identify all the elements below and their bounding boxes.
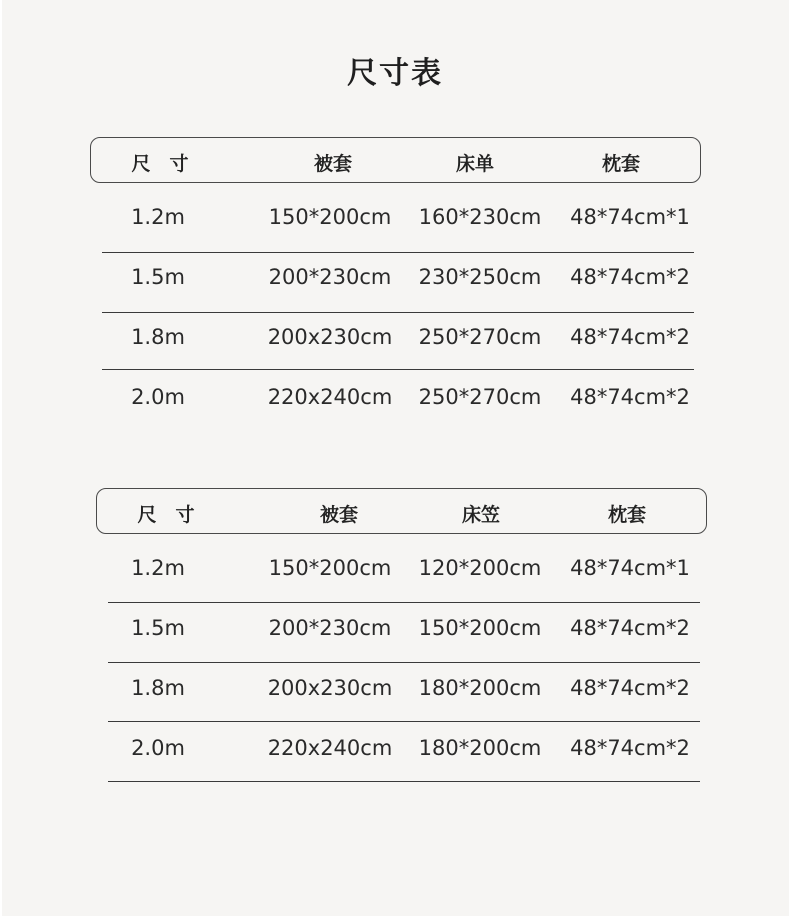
table-row [90, 602, 702, 662]
duvet-cover-cell: 200*230cm [268, 265, 392, 289]
duvet-cover-cell: 150*200cm [268, 556, 392, 580]
header-size: 尺 寸 [137, 504, 195, 526]
size-cell: 1.8m [131, 676, 185, 700]
table-row [90, 191, 702, 251]
fitted-sheet-cell: 150*200cm [418, 616, 542, 640]
duvet-cover-cell: 200*230cm [268, 616, 392, 640]
fitted-sheet-cell: 180*200cm [418, 676, 542, 700]
header-duvet-cover: 被套 [319, 504, 358, 526]
pillowcase-cell: 48*74cm*2 [570, 325, 690, 349]
pillowcase-cell: 48*74cm*2 [570, 265, 690, 289]
header-duvet-cover: 被套 [313, 153, 352, 175]
bed-sheet-cell: 250*270cm [418, 325, 542, 349]
pillowcase-cell: 48*74cm*2 [570, 676, 690, 700]
page-title: 尺寸表 [347, 56, 443, 91]
pillowcase-cell: 48*74cm*2 [570, 736, 690, 760]
row-divider [102, 369, 694, 370]
row-divider [108, 781, 700, 782]
pillowcase-cell: 48*74cm*2 [570, 616, 690, 640]
size-cell: 1.5m [131, 616, 185, 640]
table-header [96, 488, 707, 534]
size-cell: 1.2m [131, 556, 185, 580]
header-pillowcase: 枕套 [601, 153, 640, 175]
bed-sheet-cell: 160*230cm [418, 205, 542, 229]
size-table-2 [96, 488, 708, 788]
header-size: 尺 寸 [131, 153, 189, 175]
table-row [90, 371, 702, 431]
duvet-cover-cell: 220x240cm [267, 736, 393, 760]
bed-sheet-cell: 250*270cm [418, 385, 542, 409]
header-bed-sheet: 床单 [455, 153, 494, 175]
fitted-sheet-cell: 180*200cm [418, 736, 542, 760]
size-cell: 2.0m [131, 385, 185, 409]
size-cell: 1.8m [131, 325, 185, 349]
duvet-cover-cell: 200x230cm [267, 676, 393, 700]
size-cell: 2.0m [131, 736, 185, 760]
duvet-cover-cell: 220x240cm [267, 385, 393, 409]
table-row [90, 662, 702, 722]
bed-sheet-cell: 230*250cm [418, 265, 542, 289]
table-row [90, 251, 702, 311]
pillowcase-cell: 48*74cm*1 [570, 556, 690, 580]
pillowcase-cell: 48*74cm*2 [570, 385, 690, 409]
size-table-1 [90, 137, 702, 437]
header-fitted-sheet: 床笠 [461, 504, 500, 526]
table-row [90, 722, 702, 782]
fitted-sheet-cell: 120*200cm [418, 556, 542, 580]
pillowcase-cell: 48*74cm*1 [570, 205, 690, 229]
header-pillowcase: 枕套 [607, 504, 646, 526]
duvet-cover-cell: 200x230cm [267, 325, 393, 349]
size-cell: 1.5m [131, 265, 185, 289]
size-cell: 1.2m [131, 205, 185, 229]
table-header [90, 137, 701, 183]
duvet-cover-cell: 150*200cm [268, 205, 392, 229]
table-row [90, 311, 702, 371]
table-row [90, 542, 702, 602]
